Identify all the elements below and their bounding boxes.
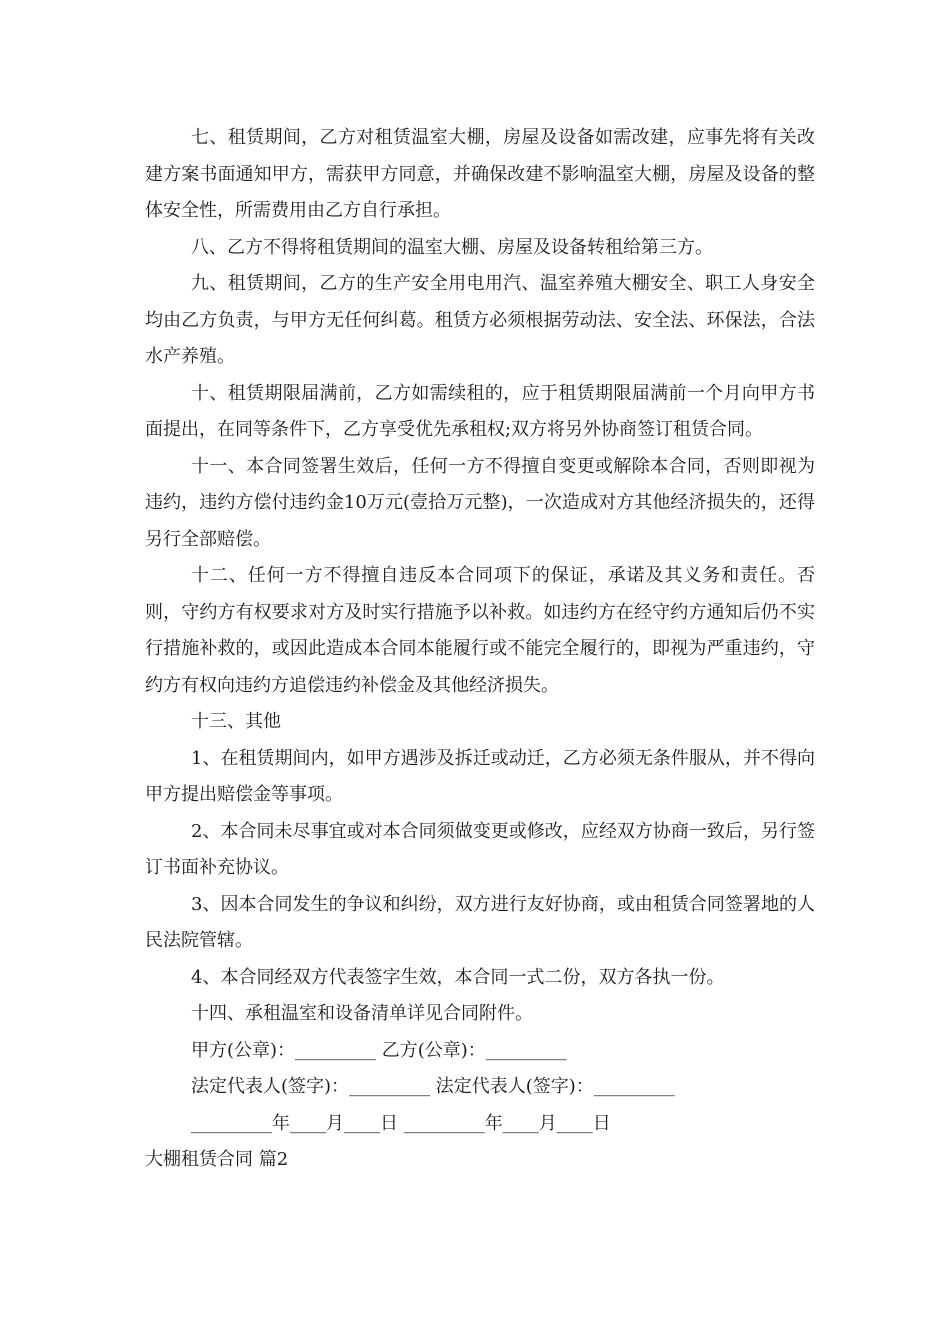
clause-11: 十一、本合同签署生效后，任何一方不得擅自变更或解除本合同，否则即视为违约，违约方偿付违约金10万元(壹拾万元整)，一次造成对方其他经济损失的，还得另行全部赔偿。 (145, 455, 815, 550)
clause-7: 七、租赁期间，乙方对租赁温室大棚，房屋及设备如需改建，应事先将有关改建方案书面通知甲方，需获甲方同意，并确保改建不影响温室大棚，房屋及设备的整体安全性，所需费用由乙方自行承担。 (145, 127, 815, 221)
seal-signature-line: 甲方(公章)：_________ 乙方(公章)：_________ (191, 1039, 567, 1061)
date-line: _________年____月____日 _________年____月____日 (191, 1112, 611, 1134)
clause-10: 十、租赁期限届满前，乙方如需续租的，应于租赁期限届满前一个月向甲方书面提出，在同等条件下，乙方享受优先承租权;双方将另外协商签订租赁合同。 (145, 382, 815, 440)
clause-14: 十四、承租温室和设备清单详见合同附件。 (191, 1003, 533, 1024)
next-section-title: 大棚租赁合同 篇2 (145, 1149, 289, 1170)
representative-signature-line: 法定代表人(签字)：_________ 法定代表人(签字)：_________ (191, 1076, 675, 1097)
clause-12: 十二、任何一方不得擅自违反本合同项下的保证，承诺及其义务和责任。否则，守约方有权要求对方及时实行措施予以补救。如违约方在经守约方通知后仍不实行措施补救的，或因此造成本合同本能履行或不能完全履行的，即视为严重违约，守约方有权向违约方追偿违约补偿金及其他经济损失。 (145, 565, 815, 696)
clause-13-item-4: 4、本合同经双方代表签字生效，本合同一式二份，双方各执一份。 (191, 966, 725, 988)
clause-13-item-1: 1、在租赁期间内，如甲方遇涉及拆迁或动迁，乙方必须无条件服从，并不得向甲方提出赔偿金等事项。 (145, 747, 815, 805)
document-body (145, 120, 815, 1179)
clause-13-item-3: 3、因本合同发生的争议和纠纷，双方进行友好协商，或由租赁合同签署地的人民法院管辖。 (145, 893, 815, 951)
clause-8: 八、乙方不得将租赁期间的温室大棚、房屋及设备转租给第三方。 (191, 236, 713, 258)
clause-13-heading: 十三、其他 (191, 711, 281, 732)
clause-13-item-2: 2、本合同未尽事宜或对本合同须做变更或修改，应经双方协商一致后，另行签订书面补充协议。 (145, 820, 815, 878)
clause-9: 九、租赁期间，乙方的生产安全用电用汽、温室养殖大棚安全、职工人身安全均由乙方负责，与甲方无任何纠葛。租赁方必须根据劳动法、安全法、环保法，合法水产养殖。 (145, 273, 815, 367)
